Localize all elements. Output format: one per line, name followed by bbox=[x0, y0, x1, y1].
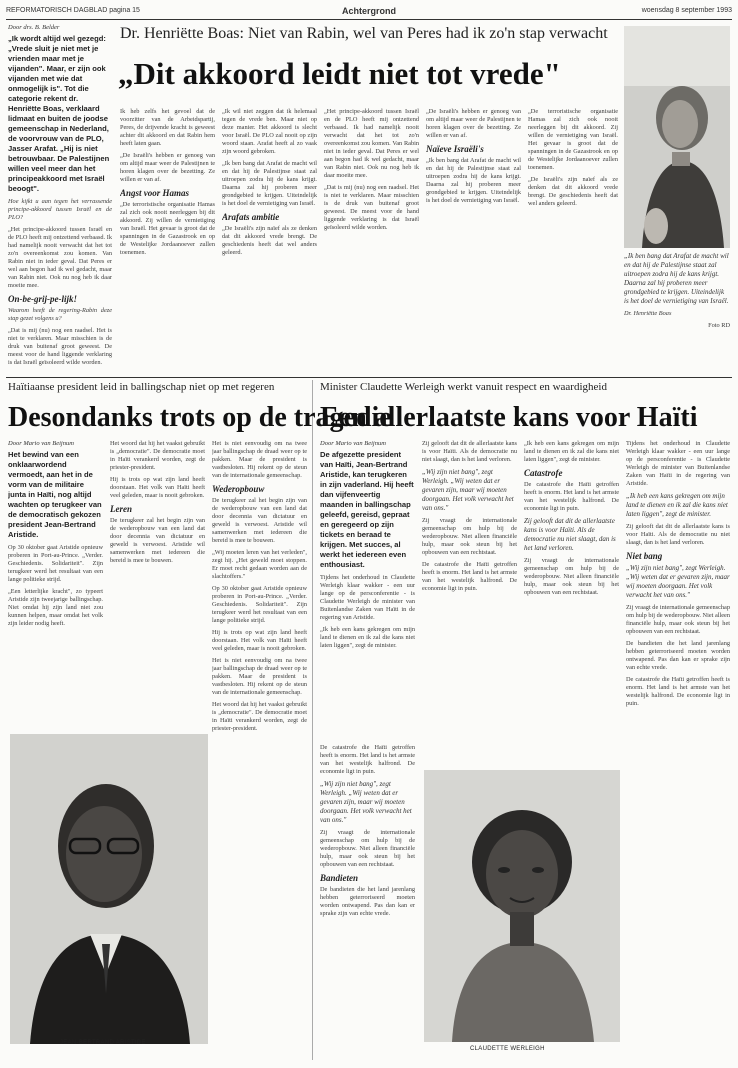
article1-paragraph: „Ik ben bang dat Arafat de macht wil en dat hij de Palestijnse staat zal uitroepen zodra hij de kans krijgt. Daarna zal hij proberen meer grondgebied te krijgen. Uiteindelijk is het doel de vernietiging van Israël. bbox=[222, 160, 317, 207]
article3-paragraph: Tijdens het onderhoud in Claudette Werleigh klaar wakker - een uur lange op de persconferentie - is Claudette Werleigh de minister van Buitenlandse Zaken van Haïti in de regering van Aristide. bbox=[320, 574, 415, 621]
article1-subhead: On-be-grij-pe-lijk! bbox=[8, 294, 77, 304]
article2-column-3 bbox=[212, 440, 307, 1060]
article2-byline: Door Mario van Beijnum bbox=[8, 440, 74, 447]
article3-byline: Door Mario van Beijnum bbox=[320, 440, 386, 447]
article1-column-3 bbox=[324, 108, 419, 374]
article1-lead: „Ik wordt altijd wel gezegd: „Vrede sluit je niet met je vrienden maar met je vijanden". Maar, er zijn ook vijanden met wie dat onmogelijk is". Tot die categorie rekent dr. Henriëtte Boas, verklaard lidmaat en buiten de joodse gemeenschap in Nederland, de voorvrouw van de PLO, Jasser Arafat. „Hij is niet betrouwbaar. De Palestijnen willen veel meer dan het principeakkoord met Israël beoogt". bbox=[8, 34, 110, 193]
article1-paragraph: „De Israëli's zijn naïef als ze denken dat dit akkoord vrede brengt. De geschiedenis heeft dat wel anders geleerd. bbox=[528, 176, 618, 207]
article1-column-1 bbox=[120, 108, 215, 374]
article3-paragraph: „Ik heb een kans gekregen om mijn land te dienen en ik zal die kans niet laten liggen", zegt de minister. bbox=[320, 626, 415, 649]
article1-question: Waarom heeft de regering-Rabin deze stap gezet volgens u? bbox=[8, 307, 112, 322]
article1-paragraph: „Het principe-akkoord tussen Israël en de PLO heeft mij ontzettend verbaasd. Ik had namelijk nooit verwacht dat het tot zo'n overeenkomst zou komen. Van Rabin niet in ieder geval. Dat Peres er wel aan begon had ik wel gedacht, maar van Rabin niet. Ook nu nog heb ik daar moeite mee. bbox=[8, 226, 112, 289]
article3-paragraph: De catastrofe die Haïti getroffen heeft is enorm. Het land is het armste van het westelijk halfrond. De economie ligt in puin. bbox=[422, 561, 517, 592]
article1-photo-credit: Foto RD bbox=[708, 322, 730, 329]
article3-paragraph: Zij gelooft dat dit de allerlaatste kans is voor Haïti. Als de democratie nu niet slaagt, dan is het land verloren. bbox=[626, 523, 730, 546]
article3-paragraph: Zij vraagt de internationale gemeenschap om hulp bij de wederopbouw. Niet alleen financiële hulp, maar ook steun bij het opbouwen van een rechtstaat. bbox=[524, 557, 619, 596]
article1-kicker: Dr. Henriëtte Boas: Niet van Rabin, wel van Peres had ik zo'n stap verwacht bbox=[120, 25, 608, 42]
article2-lead: Het bewind van een onklaarwordend vermoedt, aan het in de vorm van de militaire junta in Haïti, nog altijd wachten op terugkeer van de democratisch gekozen president Jean-Bertrand Aristide. bbox=[8, 450, 102, 539]
header-section: Achtergrond bbox=[342, 6, 396, 16]
article1-pull-quote: „Ik ben bang dat Arafat de macht wil en dat hij de Palestijnse staat zal uitroepen zodra hij de kans krijgt. Daarna zal hij proberen meer grondgebied te krijgen. Uiteindelijk is het doel de vernietiging van Israël. bbox=[624, 252, 729, 305]
article1-photo-caption bbox=[624, 252, 730, 372]
article1-paragraph: „Ik wil niet zeggen dat ik helemaal tegen de vrede ben. Maar niet op deze manier. Het akkoord is slecht voor Israël. De PLO zal nooit op zijn woord staan. Arafat heeft al zo vaak zijn woord gebroken. bbox=[222, 108, 317, 155]
article1-byline: Door drs. B. Belder bbox=[8, 24, 60, 31]
article3-subhead: Niet bang bbox=[626, 551, 663, 561]
page-header bbox=[6, 6, 732, 18]
article2-paragraph: Het is niet eenvoudig om na twee jaar ballingschap de draad weer op te pakken. Maar de president is vastbesloten. Hij rekent op de steun van de internationale gemeenschap. bbox=[212, 440, 307, 479]
article1-paragraph: „De Israëli's zijn naïef als ze denken dat dit akkoord vrede brengt. De geschiedenis heeft dat wel anders geleerd. bbox=[222, 225, 317, 256]
article3-pull-quote: „Ik heb een kans gekregen om mijn land te dienen en ik zal die kans niet laten liggen", zegt de minister. bbox=[626, 492, 728, 518]
article2-photo-caption: JEAN-BERTRAND ARISTIDE bbox=[60, 1040, 146, 1046]
article1-paragraph: „Het principe-akkoord tussen Israël en de PLO heeft mij ontzettend verbaasd. Ik had namelijk nooit verwacht dat het tot zo'n overeenkomst zou komen. Van Rabin niet in ieder geval. Dat Peres er wel aan begon had ik wel gedacht, maar van Rabin niet. Ook nu nog heb ik daar moeite mee. bbox=[324, 108, 419, 179]
article3-paragraph: Tijdens het onderhoud in Claudette Werleigh klaar wakker - een uur lange op de persconferentie - is Claudette Werleigh de minister van Buitenlandse Zaken van Haïti in de regering van Aristide. bbox=[626, 440, 730, 487]
article1-column-2 bbox=[222, 108, 317, 374]
article3-paragraph: De catastrofe die Haïti getroffen heeft is enorm. Het land is het armste van het westelijk halfrond. De economie ligt in puin. bbox=[626, 676, 730, 707]
article3-pull-quote: „Wij zijn niet bang", zegt Werleigh. „Wij weten dat er gevaren zijn, maar wij moeten doorgaan. Het volk verwacht het van ons." bbox=[320, 780, 412, 824]
article1-paragraph: „De Israëli's hebben er genoeg van om altijd maar weer de Palestijnen te horen klagen over de bezetting. Ze willen er van af. bbox=[120, 152, 215, 183]
article2-subhead: Wederopbouw bbox=[212, 484, 265, 494]
article2-paragraph: Het is niet eenvoudig om na twee jaar ballingschap de draad weer op te pakken. Maar de president is vastbesloten. Hij rekent op de steun van de internationale gemeenschap. bbox=[212, 657, 307, 696]
article3-pull-quote: „Wij zijn niet bang", zegt Werleigh. „Wij weten dat er gevaren zijn, maar wij moeten doorgaan. Het volk verwacht het van ons." bbox=[422, 468, 514, 512]
article2-paragraph: „Wij moeten leren van het verleden", zegt hij. „Het geweld moet stoppen. Er moet recht gedaan worden aan de slachtoffers." bbox=[212, 549, 307, 580]
article2-column-1 bbox=[8, 440, 103, 730]
article3-column-3 bbox=[524, 440, 619, 740]
article2-paragraph: Hij is trots op wat zijn land heeft doorstaan. Het volk van Haïti heeft veel geleden, maar is nooit gebroken. bbox=[110, 476, 205, 499]
article3-pull-quote: „Wij zijn niet bang", zegt Werleigh. „Wij weten dat er gevaren zijn, maar wij moeten doorgaan. Het volk verwacht het van ons." bbox=[626, 564, 730, 599]
article3-paragraph: Zij gelooft dat dit de allerlaatste kans is voor Haïti. Als de democratie nu niet slaagt, dan is het land verloren. bbox=[422, 440, 517, 463]
article3-kicker: Minister Claudette Werleigh werkt vanuit respect en waardigheid bbox=[320, 381, 607, 393]
article1-headline: „Dit akkoord leidt niet tot vrede" bbox=[118, 56, 561, 91]
header-date: woensdag 8 september 1993 bbox=[641, 7, 732, 14]
article1-column-4 bbox=[426, 108, 521, 374]
article1-paragraph: Ik heb zelfs het gevoel dat de voorzitter van de Arbeidspartij, Peres, de drijvende kracht is geweest achter dit akkoord en dat Rabin hem heeft laten gaan. bbox=[120, 108, 215, 147]
article3-paragraph: Zij vraagt de internationale gemeenschap om hulp bij de wederopbouw. Niet alleen financiële hulp, maar ook steun bij het opbouwen van een rechtstaat. bbox=[422, 517, 517, 556]
article2-kicker: Haïtiaanse president leid in ballingschap niet op met regeren bbox=[8, 381, 275, 393]
article3-paragraph: Zij vraagt de internationale gemeenschap om hulp bij de wederopbouw. Niet alleen financiële hulp, maar ook steun bij het opbouwen van een rechtstaat. bbox=[320, 829, 415, 868]
article3-paragraph: De bandieten die het land jarenlang hebben geterroriseerd moeten worden ontwapend. Pas dan kan er sprake zijn van echte vrede. bbox=[320, 886, 415, 917]
article2-paragraph: Hij is trots op wat zijn land heeft doorstaan. Het volk van Haïti heeft veel geleden, maar is nooit gebroken. bbox=[212, 629, 307, 652]
article1-paragraph: „De terroristische organisatie Hamas zal zich ook nooit neerleggen bij dit akkoord. Zij willen de vernietiging van Israël. Het gevaar is groot dat de spanningen in de Gazastrook en op de Westelijke Jordaanoever zullen toenemen. bbox=[528, 108, 618, 171]
article1-paragraph: „De Israëli's hebben er genoeg van om altijd maar weer de Palestijnen te horen klagen over de bezetting. Ze willen er van af. bbox=[426, 108, 521, 139]
article3-photo bbox=[424, 770, 620, 1042]
header-paper-name: REFORMATORISCH DAGBLAD pagina 15 bbox=[6, 7, 140, 14]
article3-paragraph: De bandieten die het land jarenlang hebben geterroriseerd moeten worden ontwapend. Pas dan kan er sprake zijn van echte vrede. bbox=[626, 640, 730, 671]
article1-column-5 bbox=[528, 108, 618, 374]
article3-lead: De afgezette president van Haïti, Jean-Bertrand Aristide, kan terugkeren in zijn vaderland. Hij heeft dan vijfenveertig maanden in ballingschap geleefd, gereisd, gepraat en geregeerd op zijn tickets en beraad te krijgen. Met succes, al werkt het iedereen even enthousiast. bbox=[320, 450, 414, 569]
article1-subhead: Arafats ambitie bbox=[222, 212, 280, 222]
article2-paragraph: „Een letterlijke kracht", zo typeert Aristide zijn tweejarige ballingschap. Niet omdat hij zijn land niet zou kunnen helpen, maar omdat het volk zijn leider nodig heeft. bbox=[8, 588, 103, 627]
article1-paragraph: „Dat is mij (nu) nog een raadsel. Het is niet te verklaren. Maar misschien is de druk van buitenaf groot geweest. De meest voor de hand liggende verklaring is dat Israël geïsoleerd wilde worden. bbox=[324, 184, 419, 231]
article3-column-2 bbox=[422, 440, 517, 740]
article1-paragraph: „Dat is mij (nu) nog een raadsel. Het is niet te verklaren. Maar misschien is de druk van buitenaf groot geweest. De meest voor de hand liggende verklaring is dat Israël geïsoleerd wilde worden. bbox=[8, 327, 112, 366]
article3-paragraph: „Ik heb een kans gekregen om mijn land te dienen en ik zal die kans niet laten liggen", zegt de minister. bbox=[524, 440, 619, 463]
article2-paragraph: Op 30 oktober gaat Aristide opnieuw proberen in Port-au-Prince. „Verder. Geschiedenis. Solidariteit". Zijn terugkeer werd het resultaat van een lange politieke strijd. bbox=[212, 585, 307, 624]
article2-paragraph: Het woord dat hij het vaakst gebruikt is „democratie". De democratie moet in Haïti verankerd worden, zegt de priester-president. bbox=[212, 701, 307, 732]
article3-paragraph: Zij vraagt de internationale gemeenschap om hulp bij de wederopbouw. Niet alleen financiële hulp, maar ook steun bij het opbouwen van een rechtstaat. bbox=[626, 604, 730, 635]
header-rule bbox=[6, 19, 732, 20]
article1-subhead: Naïeve Israëli's bbox=[426, 144, 484, 154]
article2-paragraph: Het woord dat hij het vaakst gebruikt is „democratie". De democratie moet in Haïti verankerd worden, zegt de priester-president. bbox=[110, 440, 205, 471]
article3-subhead: Catastrofe bbox=[524, 468, 563, 478]
article2-subhead: Leren bbox=[110, 504, 132, 514]
article1-photo bbox=[624, 26, 730, 248]
article1-paragraph: „De terroristische organisatie Hamas zal zich ook nooit neerleggen bij dit akkoord. Zij willen de vernietiging van Israël. Het gevaar is groot dat de spanningen in de Gazastrook en op de Westelijke Jordaanoever zullen toenemen. bbox=[120, 201, 215, 256]
article-divider bbox=[312, 380, 313, 1060]
article2-paragraph: De terugkeer zal het begin zijn van de wederopbouw van een land dat door decennia van dictatuur en geweld is verwoest. Aristide wil samenwerken met iedereen die bereid is mee te bouwen. bbox=[212, 497, 307, 544]
article3-photo-caption: CLAUDETTE WERLEIGH bbox=[470, 1046, 545, 1052]
article2-paragraph: Op 30 oktober gaat Aristide opnieuw proberen in Port-au-Prince. „Verder. Geschiedenis. Solidariteit". Zijn terugkeer werd het resultaat van een lange politieke strijd. bbox=[8, 544, 103, 583]
article1-photo-caption-text: Dr. Henriëtte Boas bbox=[624, 310, 672, 317]
article3-headline: Een allerlaatste kans voor Haïti bbox=[320, 402, 698, 433]
article3-pull-quote: Zij gelooft dat dit de allerlaatste kans is voor Haïti. Als de democratie nu niet slaagt, dan is het land verloren. bbox=[524, 517, 616, 552]
article2-headline: Desondanks trots op de tragedie bbox=[8, 402, 392, 433]
article1-paragraph: „Ik ben bang dat Arafat de macht wil en dat hij de Palestijnse staat zal uitroepen zodra hij de kans krijgt. Daarna zal hij proberen meer grondgebied te krijgen. Uiteindelijk is het doel de vernietiging van Israël. bbox=[426, 157, 521, 204]
section-rule bbox=[6, 377, 732, 378]
article2-paragraph: De terugkeer zal het begin zijn van de wederopbouw van een land dat door decennia van dictatuur en geweld is verwoest. Aristide wil samenwerken met iedereen die bereid is mee te bouwen. bbox=[110, 517, 205, 564]
article3-column-4 bbox=[626, 440, 730, 1060]
article1-subhead: Angst voor Hamas bbox=[120, 188, 190, 198]
article1-lead-column bbox=[8, 24, 112, 374]
article2-column-2 bbox=[110, 440, 205, 730]
article3-subhead: Bandieten bbox=[320, 873, 359, 883]
article3-paragraph: De catastrofe die Haïti getroffen heeft is enorm. Het land is het armste van het westelijk halfrond. De economie ligt in puin. bbox=[320, 744, 415, 775]
article3-paragraph: De catastrofe die Haïti getroffen heeft is enorm. Het land is het armste van het westelijk halfrond. De economie ligt in puin. bbox=[524, 481, 619, 512]
article2-photo bbox=[10, 734, 208, 1044]
article3-column-1 bbox=[320, 440, 415, 740]
article3-column-5 bbox=[320, 744, 415, 1054]
article1-question: Hoe kijkt u aan tegen het verrassende principe-akkoord tussen Israël en de PLO? bbox=[8, 198, 112, 221]
